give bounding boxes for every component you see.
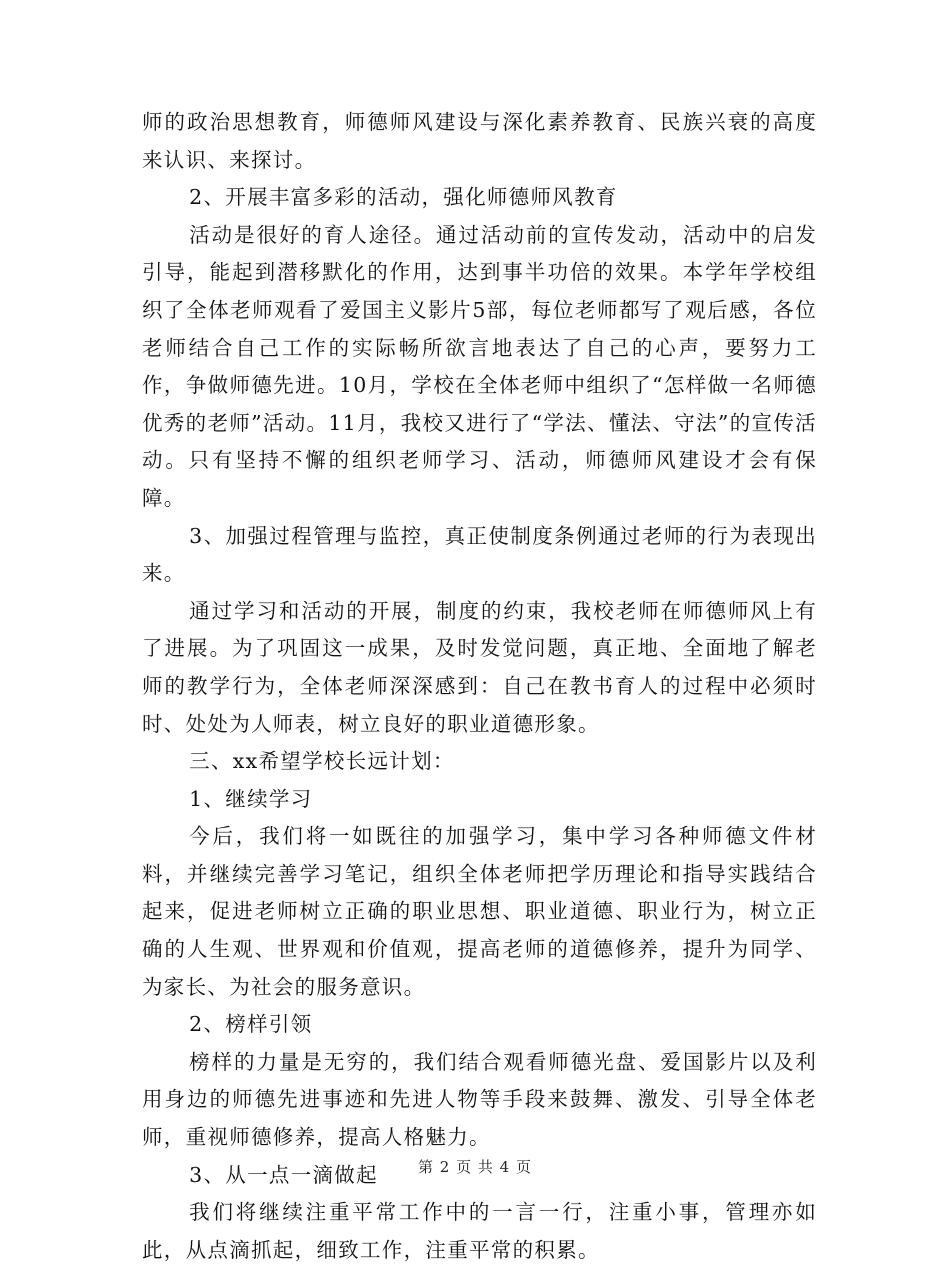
paragraph-progress: 通过学习和活动的开展，制度的约束，我校老师在师德师风上有了进展。为了巩固这一成果，及时发觉问题，真正地、全面地了解老师的教学行为，全体老师深深感到：自己在教书育人的过程中必须时时、处处为人师表，树立良好的职业道德形象。	[142, 598, 817, 736]
subheading-small-steps: 3、从一点一滴做起	[189, 1162, 378, 1187]
subheading-role-models: 2、榜样引领	[189, 1012, 313, 1037]
paragraph-continued: 师的政治思想教育，师德师风建设与深化素养教育、民族兴衰的高度来认识、来探讨。	[142, 110, 817, 172]
paragraph-activities: 活动是很好的育人途径。通过活动前的宣传发动，活动中的启发引导，能起到潜移默化的作用，达到事半功倍的效果。本学年学校组织了全体老师观看了爱国主义影片5部，每位老师都写了观后感，各位老师结合自己工作的实际畅所欲言地表达了自己的心声，要努力工作，争做师德先进。10月，学校在全体老师中组织了“怎样做一名师德优秀的老师”活动。11月，我校又进行了“学法、懂法、守法”的宣传活动。只有坚持不懈的组织老师学习、活动，师德师风建设才会有保障。	[142, 222, 817, 510]
paragraph-small-steps: 我们将继续注重平常工作中的一言一行，注重小事，管理亦如此，从点滴抓起，细致工作，注重平常的积累。	[142, 1200, 817, 1262]
subheading-continue-learning: 1、继续学习	[189, 786, 313, 811]
subheading-activities: 2、开展丰富多彩的活动，强化师德师风教育	[189, 185, 618, 210]
subheading-process-management: 3、加强过程管理与监控，真正使制度条例通过老师的行为表现出来。	[142, 523, 817, 586]
section-heading-long-term-plan: 三、xx希望学校长远计划：	[189, 749, 455, 774]
paragraph-role-models: 榜样的力量是无穷的，我们结合观看师德光盘、爱国影片以及利用身边的师德先进事迹和先进人物等手段来鼓舞、激发、引导全体老师，重视师德修养，提高人格魅力。	[142, 1049, 817, 1150]
page-number-footer: 第 2 页 共 4 页	[418, 1158, 532, 1176]
paragraph-continue-learning: 今后，我们将一如既往的加强学习，集中学习各种师德文件材料，并继续完善学习笔记，组织全体老师把学历理论和指导实践结合起来，促进老师树立正确的职业思想、职业道德、职业行为，树立正确的人生观、世界观和价值观，提高老师的道德修养，提升为同学、为家长、为社会的服务意识。	[142, 824, 817, 999]
document-body	[142, 104, 817, 1269]
